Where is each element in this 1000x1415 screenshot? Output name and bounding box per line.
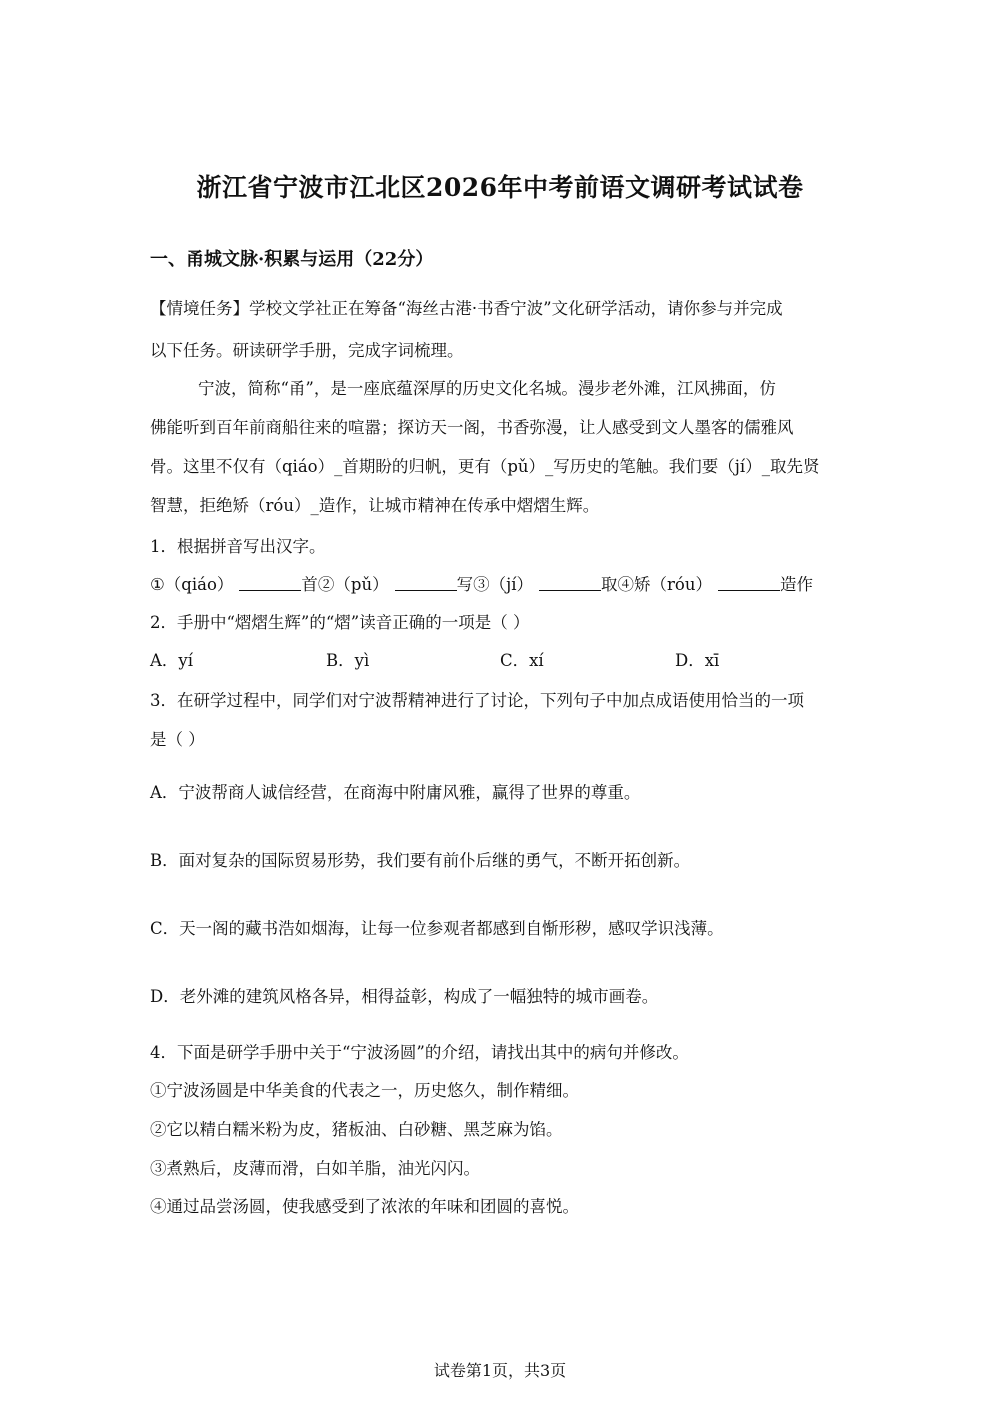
option-c[interactable]: C．xí	[500, 651, 544, 670]
sentence: ②它以精白糯米粉为皮，猪板油、白砂糖、黑芝麻为馅。	[150, 1120, 563, 1139]
item-suffix: 造作	[779, 575, 813, 594]
option-text: ，感叹学识浅薄。	[591, 919, 724, 938]
option-text: C．天一阁的藏书浩如烟海，让每一位参观者都感到	[150, 919, 526, 938]
sentence: ①宁波汤圆是中华美食的代表之一，历史悠久，制作精细。	[150, 1081, 579, 1100]
option-text: ，赢得了世界的尊重。	[475, 783, 641, 802]
answer-blank[interactable]	[239, 576, 301, 591]
option-text: A．宁波帮商人诚信经营，在商海中	[150, 783, 410, 802]
item-suffix: 取	[601, 575, 618, 594]
question-3-stem: 是（ ）	[150, 730, 205, 749]
sentence: ④通过品尝汤圆，使我感受到了浓浓的年味和团圆的喜悦。	[150, 1197, 579, 1216]
answer-blank[interactable]	[395, 576, 457, 591]
question-4-stem: 4．下面是研学手册中关于“宁波汤圆”的介绍，请找出其中的病句并修改。	[150, 1043, 689, 1062]
item-prefix: ①（qiáo）	[150, 575, 234, 594]
option-b[interactable]: B．yì	[326, 651, 370, 670]
item-suffix: 写	[456, 575, 474, 594]
passage-line: 佛能听到百年前商船往来的喧嚣；探访天一阁，书香弥漫，让人感受到文人墨客的儒雅风	[150, 418, 794, 437]
question-3-stem: 3．在研学过程中，同学们对宁波帮精神进行了讨论，下列句子中加点成语使用恰当的一项	[150, 691, 804, 710]
option-a[interactable]	[150, 785, 640, 802]
section-heading: 一、甬城文脉·积累与运用（22分）	[150, 249, 434, 270]
item-prefix: ②（pǔ）	[317, 575, 389, 594]
item-suffix: 首	[301, 575, 318, 594]
idiom: 相得益彰	[361, 987, 428, 1006]
question-1-items	[150, 576, 813, 594]
option-text: B．面对复杂的国际贸易形势，我们要有	[150, 851, 443, 870]
answer-blank[interactable]	[539, 576, 601, 591]
passage-line: 骨。这里不仅有（qiáo）_首期盼的归帆，更有（pǔ）_写历史的笔触。我们要（jí）_取先贤	[150, 457, 820, 476]
idiom: 附庸风雅	[409, 783, 476, 802]
context-line: 以下任务。研读研学手册，完成字词梳理。	[150, 341, 464, 360]
item-prefix: ③（jí）	[473, 575, 534, 594]
option-text: 的勇气，不断开拓创新。	[508, 851, 691, 870]
answer-blank[interactable]	[718, 576, 780, 591]
option-d[interactable]	[150, 989, 658, 1006]
idiom: 自惭形秽	[525, 919, 592, 938]
option-b[interactable]	[150, 853, 690, 870]
option-c[interactable]	[150, 921, 724, 938]
item-prefix: ④矫（róu）	[617, 575, 712, 594]
page-footer: 试卷第1页，共3页	[433, 1361, 567, 1380]
passage-line: 宁波，简称“甬”，是一座底蕴深厚的历史文化名城。漫步老外滩，江风拂面，仿	[198, 379, 776, 398]
option-text: ，构成了一幅独特的城市画卷。	[427, 987, 659, 1006]
context-line: 【情境任务】学校文学社正在筹备“海丝古港·书香宁波”文化研学活动，请你参与并完成	[150, 299, 783, 318]
question-1-stem: 1．根据拼音写出汉字。	[150, 537, 326, 556]
option-a[interactable]: A．yí	[150, 651, 194, 670]
idiom: 前仆后继	[442, 851, 509, 870]
option-text: D．老外滩的建筑风格各异，	[150, 987, 362, 1006]
sentence: ③煮熟后，皮薄而滑，白如羊脂，油光闪闪。	[150, 1159, 480, 1178]
page-title: 浙江省宁波市江北区2026年中考前语文调研考试试卷	[196, 173, 804, 202]
question-2-stem: 2．手册中“熠熠生辉”的“熠”读音正确的一项是（ ）	[150, 613, 530, 632]
option-d[interactable]: D．xī	[675, 651, 720, 670]
passage-line: 智慧，拒绝矫（róu）_造作，让城市精神在传承中熠熠生辉。	[150, 496, 600, 515]
